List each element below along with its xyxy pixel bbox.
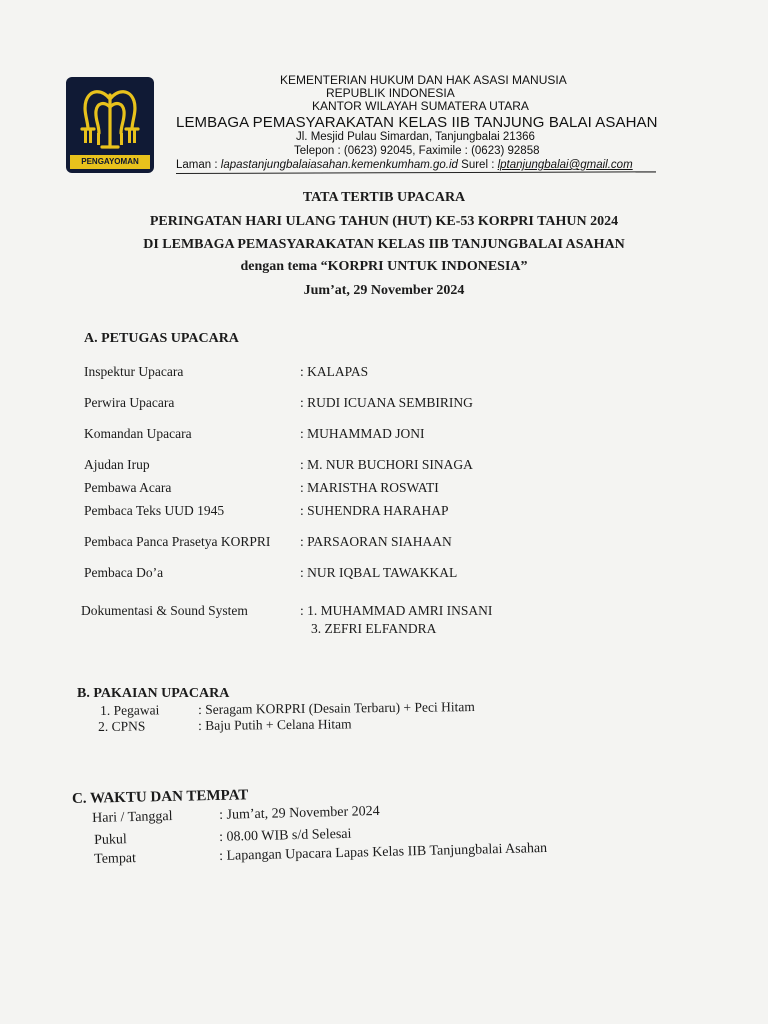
section-b-heading: B. PAKAIAN UPACARA [77, 686, 230, 701]
row-value: : KALAPAS [300, 364, 369, 379]
row-label: Pembaca Teks UUD 1945 [84, 503, 225, 518]
doc-theme: dengan tema “KORPRI UNTUK INDONESIA” [240, 259, 528, 274]
email-link[interactable]: lptanjungbalai@gmail.com [497, 159, 633, 171]
row-label: Pembaca Do’a [84, 565, 164, 580]
row-label: Perwira Upacara [84, 395, 175, 410]
email-label: Surel : [461, 159, 495, 171]
phone-fax: Telepon : (0623) 92045, Faximile : (0623) 92858 [294, 145, 540, 157]
row-label: Pukul [94, 832, 128, 848]
section-a-heading: A. PETUGAS UPACARA [84, 331, 239, 346]
row-value: : Baju Putih + Celana Hitam [197, 716, 352, 733]
row-value: : 08.00 WIB s/d Selesai [218, 826, 352, 845]
row-label: 1. Pegawai [100, 702, 160, 718]
row-value: : Seragam KORPRI (Desain Terbaru) + Peci Hitam [197, 699, 475, 717]
logo-caption: PENGAYOMAN [70, 155, 150, 169]
row-value: : 1. MUHAMMAD AMRI INSANI [300, 603, 493, 618]
row-value: : MARISTHA ROSWATI [300, 480, 439, 495]
pengayoman-logo [66, 77, 154, 173]
row-value: : RUDI ICUANA SEMBIRING [300, 395, 473, 410]
row-label: Tempat [94, 850, 137, 867]
list-item-continuation: 3. ZEFRI ELFANDRA [311, 621, 437, 636]
row-label: Pembawa Acara [84, 480, 172, 495]
country-name: REPUBLIK INDONESIA [326, 86, 455, 100]
row-value: : Jum’at, 29 November 2024 [218, 803, 380, 823]
row-value: : Lapangan Upacara Lapas Kelas IIB Tanjungbalai Asahan [218, 840, 548, 864]
address: Jl. Mesjid Pulau Simardan, Tanjungbalai 21366 [296, 131, 535, 143]
row-label: Komandan Upacara [84, 426, 192, 441]
row-value: : M. NUR BUCHORI SINAGA [300, 457, 473, 472]
doc-title: TATA TERTIB UPACARA [302, 190, 466, 205]
row-value: : PARSAORAN SIAHAAN [300, 534, 452, 549]
section-c-heading: C. WAKTU DAN TEMPAT [71, 787, 249, 807]
row-label: Hari / Tanggal [92, 809, 173, 826]
doc-subtitle-1: PERINGATAN HARI ULANG TAHUN (HUT) KE-53 KORPRI TAHUN 2024 [149, 214, 619, 229]
row-value: : MUHAMMAD JONI [300, 426, 425, 441]
doc-date: Jum’at, 29 November 2024 [303, 283, 465, 298]
doc-subtitle-2: DI LEMBAGA PEMASYARAKATAN KELAS IIB TANJUNGBALAI ASAHAN [143, 237, 625, 252]
website-link[interactable]: lapastanjungbalaiasahan.kemenkumham.go.id [220, 159, 458, 171]
contact-line [176, 159, 633, 171]
ministry-name: KEMENTERIAN HUKUM DAN HAK ASASI MANUSIA [280, 73, 567, 87]
row-value: : SUHENDRA HARAHAP [300, 503, 449, 518]
website-label: Laman : [176, 159, 218, 171]
row-label: 2. CPNS [98, 718, 146, 734]
letterhead-divider [176, 171, 656, 174]
row-label: Inspektur Upacara [84, 364, 184, 379]
institution-name: LEMBAGA PEMASYARAKATAN KELAS IIB TANJUNG BALAI ASAHAN [176, 114, 658, 131]
regional-office: KANTOR WILAYAH SUMATERA UTARA [312, 99, 529, 113]
row-value: : NUR IQBAL TAWAKKAL [300, 565, 458, 580]
row-label: Ajudan Irup [84, 457, 150, 472]
row-label: Pembaca Panca Prasetya KORPRI [84, 534, 271, 549]
row-label: Dokumentasi & Sound System [81, 603, 248, 618]
